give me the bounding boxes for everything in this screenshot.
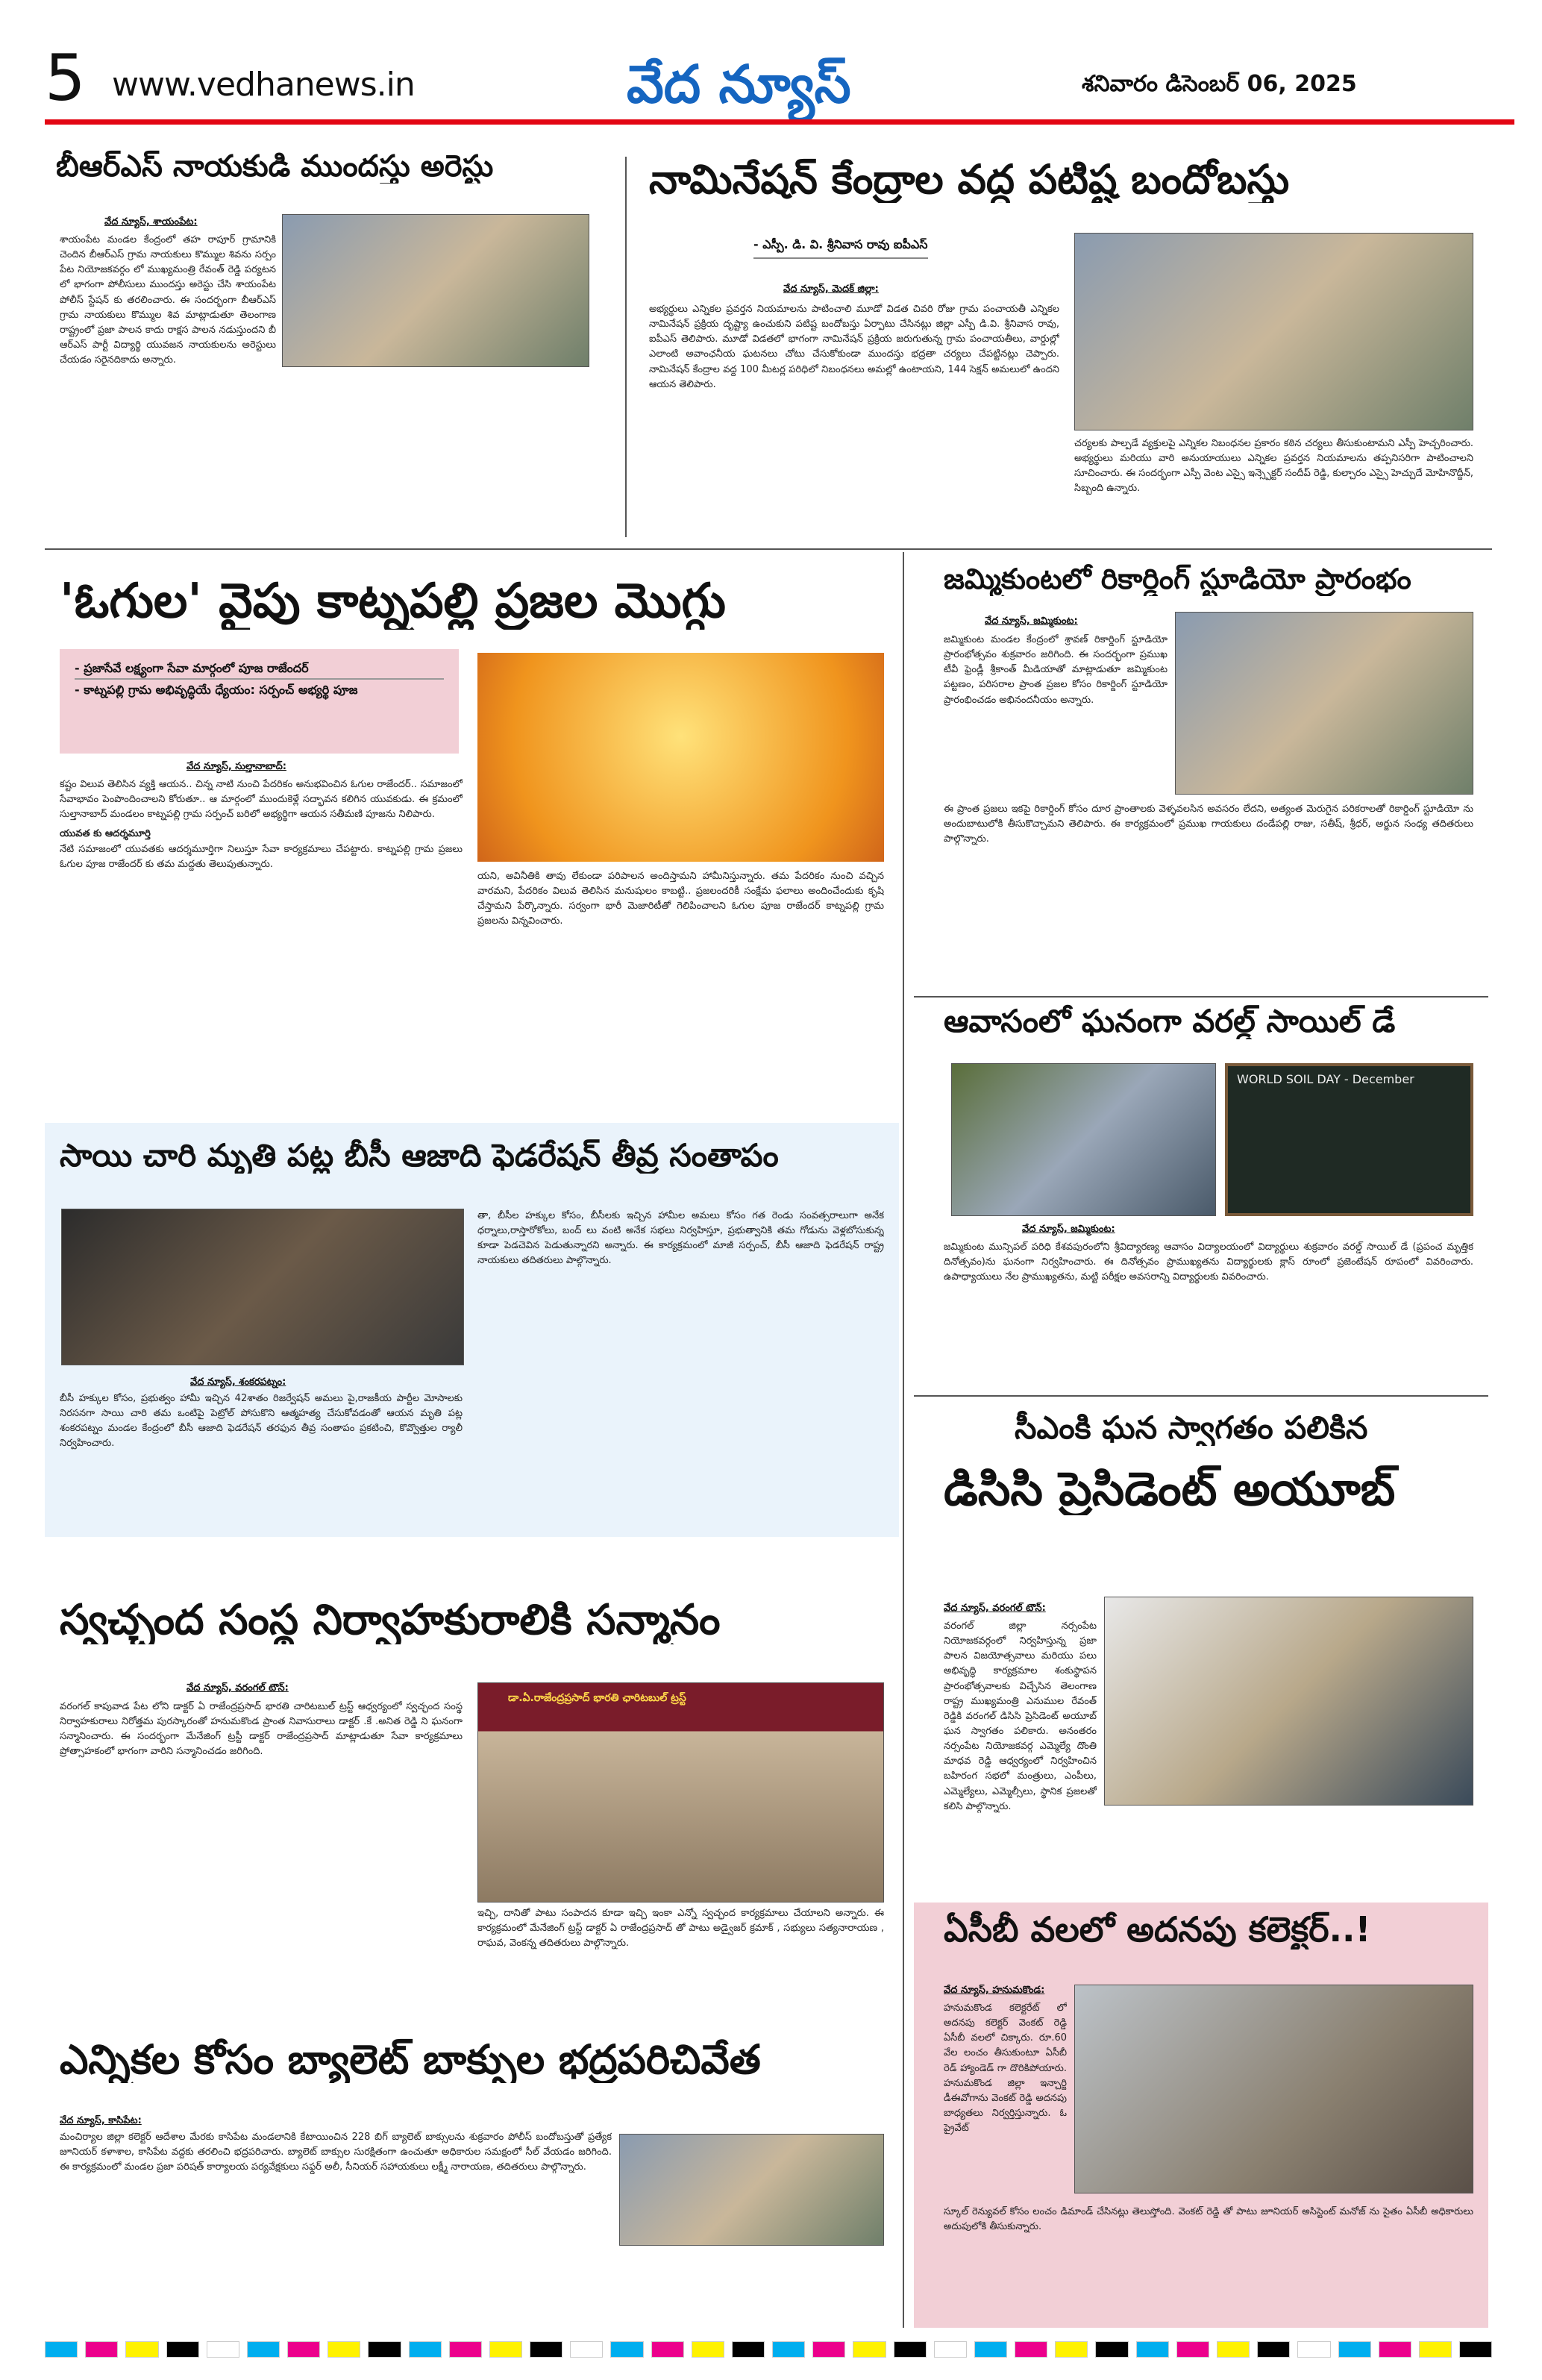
paragraph: కష్టం విలువ తెలిసిన వ్యక్తి ఆయన.. చిన్న నాటి నుంచి పేదరికం అనుభవించిన ఓగుల రాజేందర్.. సమాజంలో సేవాభావం పెంపొందించాలని కోరుతూ.. ఆ మార్గంలో ముందుకెళ్లే సద్భావన కలిగిన యువకుడు. ఈ క్రమంలో సుల్తానాబాద్ మండలం కాట్నపల్లి గ్రామ సర్పంచ్ బరిలో అభ్యర్థిగా ఆయన సతీమణి పూజను నిలిపారు. [60,779,463,821]
studio-headline: జమ్మికుంటలో రికార్డింగ్ స్టూడియో ప్రారంభం [944,563,1411,595]
soil-headline: ఆవాసంలో ఘనంగా వరల్డ్ సాయిల్ డే [944,1003,1396,1039]
ogula-highlights-box [60,649,459,754]
ogula-body-continued: యని, అవినీతికి తావు లేకుండా పరిపాలన అందిస్తామని హామీనిస్తున్నారు. తమ పేదరికం నుంచి వచ్చిన వారమని, పేదరికం విలువ తెలిసిన మనుషులం కాబట్టి.. ప్రజలందరికీ సంక్షేమ ఫలాలు అందించేందుకు కృషి చేస్తామని పేర్కొన్నారు. సర్వంగా భారీ మెజారిటీతో గెలిపించాలని ఓగుల పూజ రాజేందర్ కాట్నపల్లి గ్రామ ప్రజలను విన్నవించారు. [477,871,884,927]
saichari-byline: వేద న్యూస్, శంకరపట్నం: [190,1377,286,1388]
swachchanda-headline: స్వచ్ఛంద సంస్థ నిర్వాహకురాలికి సన్మానం [60,1597,721,1644]
ballot-headline: ఎన్నికల కోసం బ్యాలెట్ బాక్సుల భద్రపరిచివేత [60,2037,761,2083]
brs-photo [282,214,589,367]
registration-swatch [530,2341,562,2358]
registration-swatch [287,2341,320,2358]
studio-photo [1175,612,1473,795]
nomination-headline: నామినేషన్ కేంద్రాల వద్ద పటిష్ట బందోబస్తు [649,157,1290,203]
swachchanda-body: వరంగల్ కాపువాడ పేట లోని డాక్టర్ ఏ రాజేంద్రప్రసాద్ భారతి చారిటబుల్ ట్రస్ట్ ఆధ్వర్యంలో స్వచ్ఛంద సంస్థ నిర్వాహకురాలు నిరోత్తమ పురస్కారంతో హనుమకొండ ప్రాంత నివాసురాలు డాక్టర్ .కే .అనిత రెడ్డి ని ఘనంగా సన్మానించారు. ఈ సందర్భంగా మేనేజింగ్ ట్రస్టీ డాక్టర్ రాజేంద్రప్రసాద్ మాట్లాడుతూ సేవా కార్యక్రమాలు ప్రోత్సాహకంలో భాగంగా వారిని సన్మానించడం జరిగింది. [60,1701,463,1758]
saichari-photo [61,1209,464,1365]
section-divider [914,996,1488,998]
studio-body-continued: ఈ ప్రాంత ప్రజలు ఇకపై రికార్డింగ్ కోసం దూర ప్రాంతాలకు వెళ్ళవలసిన అవసరం లేదని, అత్యంత మెరుగైన పరికరాలతో రికార్డింగ్ స్టూడియో ను అందుబాటులోకి తీసుకొచ్చామని తెలిపారు. ఈ కార్యక్రమంలో ప్రముఖ గాయకులు దండేపల్లి రాజు, సతీష్, శ్రీధర్, అర్జున సంధ్య తదితరులు పాల్గొన్నారు. [944,804,1473,845]
ballot-body: మంచిర్యాల జిల్లా కలెక్టర్ ఆదేశాల మేరకు కాసిపేట మండలానికి కేటాయించిన 228 బిగ్ బ్యాలెట్ బాక్సులను శుక్రవారం పోలీస్ బందోబస్తుతో ప్రత్యేక జూనియర్ కళాశాల, కాసిపేట వద్దకు తరలించి భద్రపరిచారు. బ్యాలెట్ బాక్సుల సురక్షితంగా ఉంచుతూ అధికారుల సమక్షంలో సీల్ వేయడం జరిగింది. ఈ కార్యక్రమంలో మండల ప్రజా పరిషత్ కార్యాలయ పర్యవేక్షకులు సఫ్దర్ అలీ, సీనియర్ సహాయకులు లక్ష్మీ నారాయణ, తదితరులు పాల్గొన్నారు. [60,2132,612,2173]
acb-headline: ఏసీబీ వలలో అదనపు కలెక్టర్..! [944,1910,1371,1950]
registration-swatch [570,2341,603,2358]
acb-body-continued: స్కూల్ రెన్యువల్ కోసం లంచం డిమాండ్ చేసినట్లు తెలుస్తోంది. వెంకట్ రెడ్డి తో పాటు జూనియర్ అసిస్టెంట్ మనోజ్ ను సైతం ఏసీబీ అధికారులు అదుపులోకి తీసుకున్నారు. [944,2206,1473,2233]
cm-body: వరంగల్ జిల్లా నర్సంపేట నియోజకవర్గంలో నిర్వహిస్తున్న ప్రజా పాలన విజయోత్సవాలు మరియు పలు అభివృద్ధి కార్యక్రమాల శంకుస్థాపన ప్రారంభోత్సవాలకు విచ్చేసిన తెలంగాణ రాష్ట్ర ముఖ్యమంత్రి ఎనుముల రేవంత్ రెడ్డికి వరంగల్ డిసిసి ప్రెసిడెంట్ అయూబ్ ఘన స్వాగతం పలికారు. అనంతరం నర్సంపేట నియోజకవర్గ ఎమ్మెల్యే దొంతి మాధవ రెడ్డి ఆధ్వర్యంలో నిర్వహించిన బహిరంగ సభలో మంత్రులు, ఎంపీలు, ఎమ్మెల్యేలు, ఎమ్మెల్సీలు, స్థానిక ప్రజలతో కలిసి పాల్గొన్నారు. [944,1620,1097,1812]
cm-headline-line2: డిసిసి ప్రెసిడెంట్ అయూబ్ [944,1462,1396,1516]
nomination-photo [1074,233,1473,430]
subheading: యువత కు ఆదర్శమూర్తి [60,828,151,840]
registration-swatch [45,2341,78,2358]
registration-swatch [1015,2341,1047,2358]
registration-swatch [1379,2341,1411,2358]
registration-swatch [772,2341,805,2358]
registration-swatch [812,2341,845,2358]
board-text: WORLD SOIL DAY - December [1237,1072,1414,1086]
registration-swatch [449,2341,482,2358]
registration-swatch [1338,2341,1371,2358]
registration-swatch [409,2341,442,2358]
acb-body: హనుమకొండ కలెక్టరేట్ లో అదనపు కలెక్టర్ వెంకట్ రెడ్డి ఏసీబీ వలలో చిక్కారు. రూ.60 వేల లంచం తీసుకుంటూ ఏసీబీ రెడ్ హ్యాండెడ్ గా దొరికిపోయారు. హనుమకొండ జిల్లా ఇన్చార్జి డీఈవోగాను వెంకట్ రెడ్డి అదనపు బాధ్యతలు నిర్వర్తిస్తున్నారు. ఓ ప్రైవేట్ [944,2002,1067,2135]
nomination-body-continued: చర్యలకు పాల్పడే వ్యక్తులపై ఎన్నికల నిబంధనల ప్రకారం కఠిన చర్యలు తీసుకుంటామని ఎస్పీ హెచ్చరించారు. అభ్యర్థులు మరియు వారి అనుయాయులు ఎన్నికల ప్రవర్తన నియమాలను తప్పనిసరిగా పాటించాలని సూచించారు. ఈ సందర్భంగా ఎస్పీ వెంట ఎస్సై ఇన్స్పెక్టర్ సందీప్ రెడ్డి, కుల్చారం ఎస్సై హెచ్చుదే మోహినొద్దీన్, సిబ్బంది ఉన్నారు. [1074,438,1473,495]
masthead-logo: వేద న్యూస్ [627,54,851,115]
brs-body: శాయంపేట మండల కేంద్రంలో తహ రాపూర్ గ్రామానికి చెందిన బీఆర్ఎస్ గ్రామ నాయకులు కొమ్ముల శివను సర్పం పేట నియోజకవర్గం లో ముఖ్యమంత్రి రేవంత్ రెడ్డి పర్యటన లో భాగంగా పోలీసులు ముందస్తు అరెస్టు చేసి శాయంపేట పోలీస్ స్టేషన్ కు తరలించారు. ఈ సందర్భంగా బీఆర్ఎస్ గ్రామ నాయకులు కొమ్ముల శివ మాట్లాడుతూ తెలంగాణ రాష్ట్రంలో ప్రజా పాలన కాదు రాక్షస పాలన నడుస్తుందని బీ ఆర్ఎస్ పార్టీ విద్యార్థి యువజన నాయకులను అరెస్టులు చేయడం సరైనదికాదు అన్నారు. [60,234,276,366]
website: www.vedhanews.in [112,66,415,104]
ogula-photo [477,653,884,862]
header-rule [45,119,1514,125]
registration-swatch [1459,2341,1492,2358]
soil-body: జమ్మికుంట మున్సిపల్ పరిధి కేశవపురంలోని శ్రీవిద్యారణ్య ఆవాసం విద్యాలయంలో విద్యార్థులు శుక్రవారం వరల్డ్ సాయిల్ డే (ప్రపంచ మృత్తిక దినోత్సవం)ను ఘనంగా నిర్వహించారు. ఈ దినోత్సవం ప్రాముఖ్యతను విద్యార్థులకు క్లాస్ రూంలో ప్రజెంటేషన్ రూపంలో వివరించారు. ఉపాధ్యాయులు నేల ప్రాముఖ్యతను, మట్టి పరీక్షల అవసరాన్ని విద్యార్థులకు వివరించారు. [944,1241,1473,1283]
cm-headline-line1: సీఎంకి ఘన స్వాగతం పలికిన [1015,1410,1368,1446]
saichari-body-continued: తా, బీసీల హక్కుల కోసం, బీసీలకు ఇచ్చిన హామీల అమలు కోసం గత రెండు సంవత్సరాలుగా అనేక ధర్నాలు,రాస్తారోకోలు, బంద్ లు వంటి అనేక సభలు నిర్వహిస్తూ, ప్రభుత్వానికి తమ గోడును వెళ్లబోసుకున్న కూడా పెడచెవిన పెడుతున్నారని అన్నారు. ఈ కార్యక్రమంలో మాజీ సర్పంచ్, బీసీ ఆజాది ఫెడరేషన్ రాష్ట్ర నాయకులు తదితరులు పాల్గొన్నారు. [477,1210,884,1267]
studio-byline: వేద న్యూస్, జమ్మికుంట: [985,616,1078,627]
registration-swatch [489,2341,522,2358]
ballot-photo [619,2134,884,2246]
column-divider [625,157,627,537]
registration-swatch [651,2341,684,2358]
registration-swatch [1419,2341,1452,2358]
soil-byline: వేద న్యూస్, జమ్మికుంట: [1022,1224,1115,1235]
ogula-byline: వేద న్యూస్, సుల్తానాబాద్: [187,761,286,772]
section-divider [45,548,1492,550]
registration-swatch [85,2341,118,2358]
acb-photo [1074,1985,1473,2193]
brs-byline: వేద న్యూస్, శాయంపేట: [104,216,198,228]
registration-swatch [125,2341,158,2358]
nomination-subhead: - ఎస్పీ. డి. వి. శ్రీనివాస రావు ఐపీఎస్ [753,237,928,259]
soil-photo-students [951,1063,1216,1216]
saichari-headline: సాయి చారి మృతి పట్ల బీసీ ఆజాది ఫెడరేషన్ తీవ్ర సంతాపం [60,1138,779,1174]
registration-swatch [207,2341,239,2358]
ogula-headline: 'ఓగుల' వైపు కాట్నపల్లి ప్రజల మొగ్గు [60,574,726,629]
trust-banner-text: డా.ఏ.రాజేంద్రప్రసాద్ భారతి ఛారిటబుల్ ట్రస్ట్ [508,1692,686,1704]
acb-left-column [944,1985,1067,2201]
section-divider [914,1395,1488,1397]
cm-byline: వేద న్యూస్, వరంగల్ టౌన్: [944,1603,1046,1614]
cm-photo [1104,1597,1473,1806]
registration-swatch [732,2341,765,2358]
cm-article [944,1597,1473,1895]
registration-swatch [1055,2341,1088,2358]
registration-swatch [166,2341,199,2358]
registration-swatch [368,2341,401,2358]
swachchanda-photo [477,1682,884,1903]
registration-swatch [1095,2341,1128,2358]
registration-swatch [1176,2341,1209,2358]
highlight-point: - కాట్నపల్లి గ్రామ అభివృద్ధియే ధ్యేయం: సర్పంచ్ అభ్యర్థి పూజ [75,683,358,698]
nomination-body: అభ్యర్థులు ఎన్నికల ప్రవర్తన నియమాలను పాటించాలి మూడో విడత చివరి రోజు గ్రామ పంచాయతీ ఎన్నికల నామినేషన్ ప్రక్రియ దృష్ట్యా ఉంచుకుని పటిష్ట బందోబస్తు ఏర్పాటు చేసినట్లు జిల్లా ఎస్పీ డి.వి. శ్రీనివాస రావు, ఐపీఎస్ తెలిపారు. మూడో విడతలో భాగంగా నామినేషన్ ప్రక్రియ జరుగుతున్న గ్రామ పంచాయతీలు, వార్డుల్లో ఎలాంటి అవాంఛనీయ ఘటనలు చోటు చేసుకోకుండా ముందస్తు భద్రతా చర్యలు చేపట్టినట్లు చెప్పారు. నామినేషన్ కేంద్రాల వద్ద 100 మీటర్ల పరిధిలో నిబంధనలు అమల్లో ఉంటాయని, 144 సెక్షన్ అమలులో ఉందని ఆయన తెలిపారు. [649,304,1059,390]
swachchanda-body-continued: ఇచ్చి, దానితో పాటు సంపాదన కూడా ఇచ్చి ఇంకా ఎన్నో స్వచ్ఛంద కార్యక్రమాలు చేయాలని అన్నారు. ఈ కార్యక్రమంలో మేనేజింగ్ ట్రస్ట్ డాక్టర్ ఏ రాజేంద్రప్రసాద్ తో పాటు అడ్వైజర్ క్రమాక్ , సభ్యులు సత్యనారాయణ , రాఘవ, వెంకన్న తదితరులు పాల్గొన్నారు. [477,1908,884,1950]
date: శనివారం డిసెంబర్ 06, 2025 [1082,71,1357,97]
paragraph: నేటి సమాజంలో యువతకు ఆదర్శమూర్తిగా నిలుస్తూ సేవా కార్యక్రమాలు చేపట్టారు. కాట్నపల్లి గ్రామ ప్రజలు ఓగుల పూజ రాజేందర్ కు తమ మద్దతు తెలుపుతున్నారు. [60,843,463,870]
registration-swatch [327,2341,360,2358]
soil-photo-board [1225,1063,1473,1216]
acb-byline: వేద న్యూస్, హనుమకొండ: [944,1985,1045,1996]
column-divider [903,552,904,2328]
registration-swatch [1217,2341,1250,2358]
registration-swatch [1136,2341,1169,2358]
registration-swatch [1257,2341,1290,2358]
page-number: 5 [45,41,86,116]
studio-body: జమ్మికుంట మండల కేంద్రంలో శ్రావణ్ రికార్డింగ్ స్టూడియో ప్రారంభోత్సవం శుక్రవారం జరిగింది. ఈ సందర్భంగా ప్రముఖ టీవీ ఫ్రెండ్లీ శ్రీకాంత్ మీడియాతో మాట్లాడుతూ జమ్మికుంట పట్టణం, పరిసరాల ప్రాంత ప్రజల కోసం రికార్డింగ్ స్టూడియో ప్రారంభించడం అభినందనీయం అన్నారు. [944,634,1168,706]
ballot-byline: వేద న్యూస్, కాసిపేట: [60,2115,142,2126]
ogula-body [60,777,463,1113]
registration-swatch [692,2341,724,2358]
registration-swatch [934,2341,967,2358]
brs-headline: బీఆర్ఎస్ నాయకుడి ముందస్తు అరెస్టు [56,149,494,184]
highlight-point: - ప్రజాసేవే లక్ష్యంగా సేవా మార్గంలో పూజ రాజేందర్ [75,658,444,680]
nomination-byline: వేద న్యూస్, మెదక్ జిల్లా: [783,284,879,295]
saichari-body: బీసీ హక్కుల కోసం, ప్రభుత్వం హామీ ఇచ్చిన 42శాతం రిజర్వేషన్ అమలు పై,రాజకీయ పార్టీల మోసాలకు నిరసనగా సాయి చారి తమ ఒంటిపై పెట్రోల్ పోసుకొని ఆత్మహత్య చేసుకోవడంతో ఆయన మృతి పట్ల శంకరపట్నం మండల కేంద్రంలో బీసీ ఆజాది ఫెడరేషన్ తరఫున తీవ్ర సంతాపం ప్రకటించి, కొవ్వొత్తుల ర్యాలీ నిర్వహించారు. [60,1393,463,1450]
color-registration-bar [45,2341,1492,2358]
registration-swatch [247,2341,280,2358]
registration-swatch [974,2341,1007,2358]
registration-swatch [610,2341,643,2358]
registration-swatch [853,2341,886,2358]
swachchanda-byline: వేద న్యూస్, వరంగల్ టౌన్: [187,1682,289,1694]
registration-swatch [1297,2341,1330,2358]
registration-swatch [894,2341,927,2358]
